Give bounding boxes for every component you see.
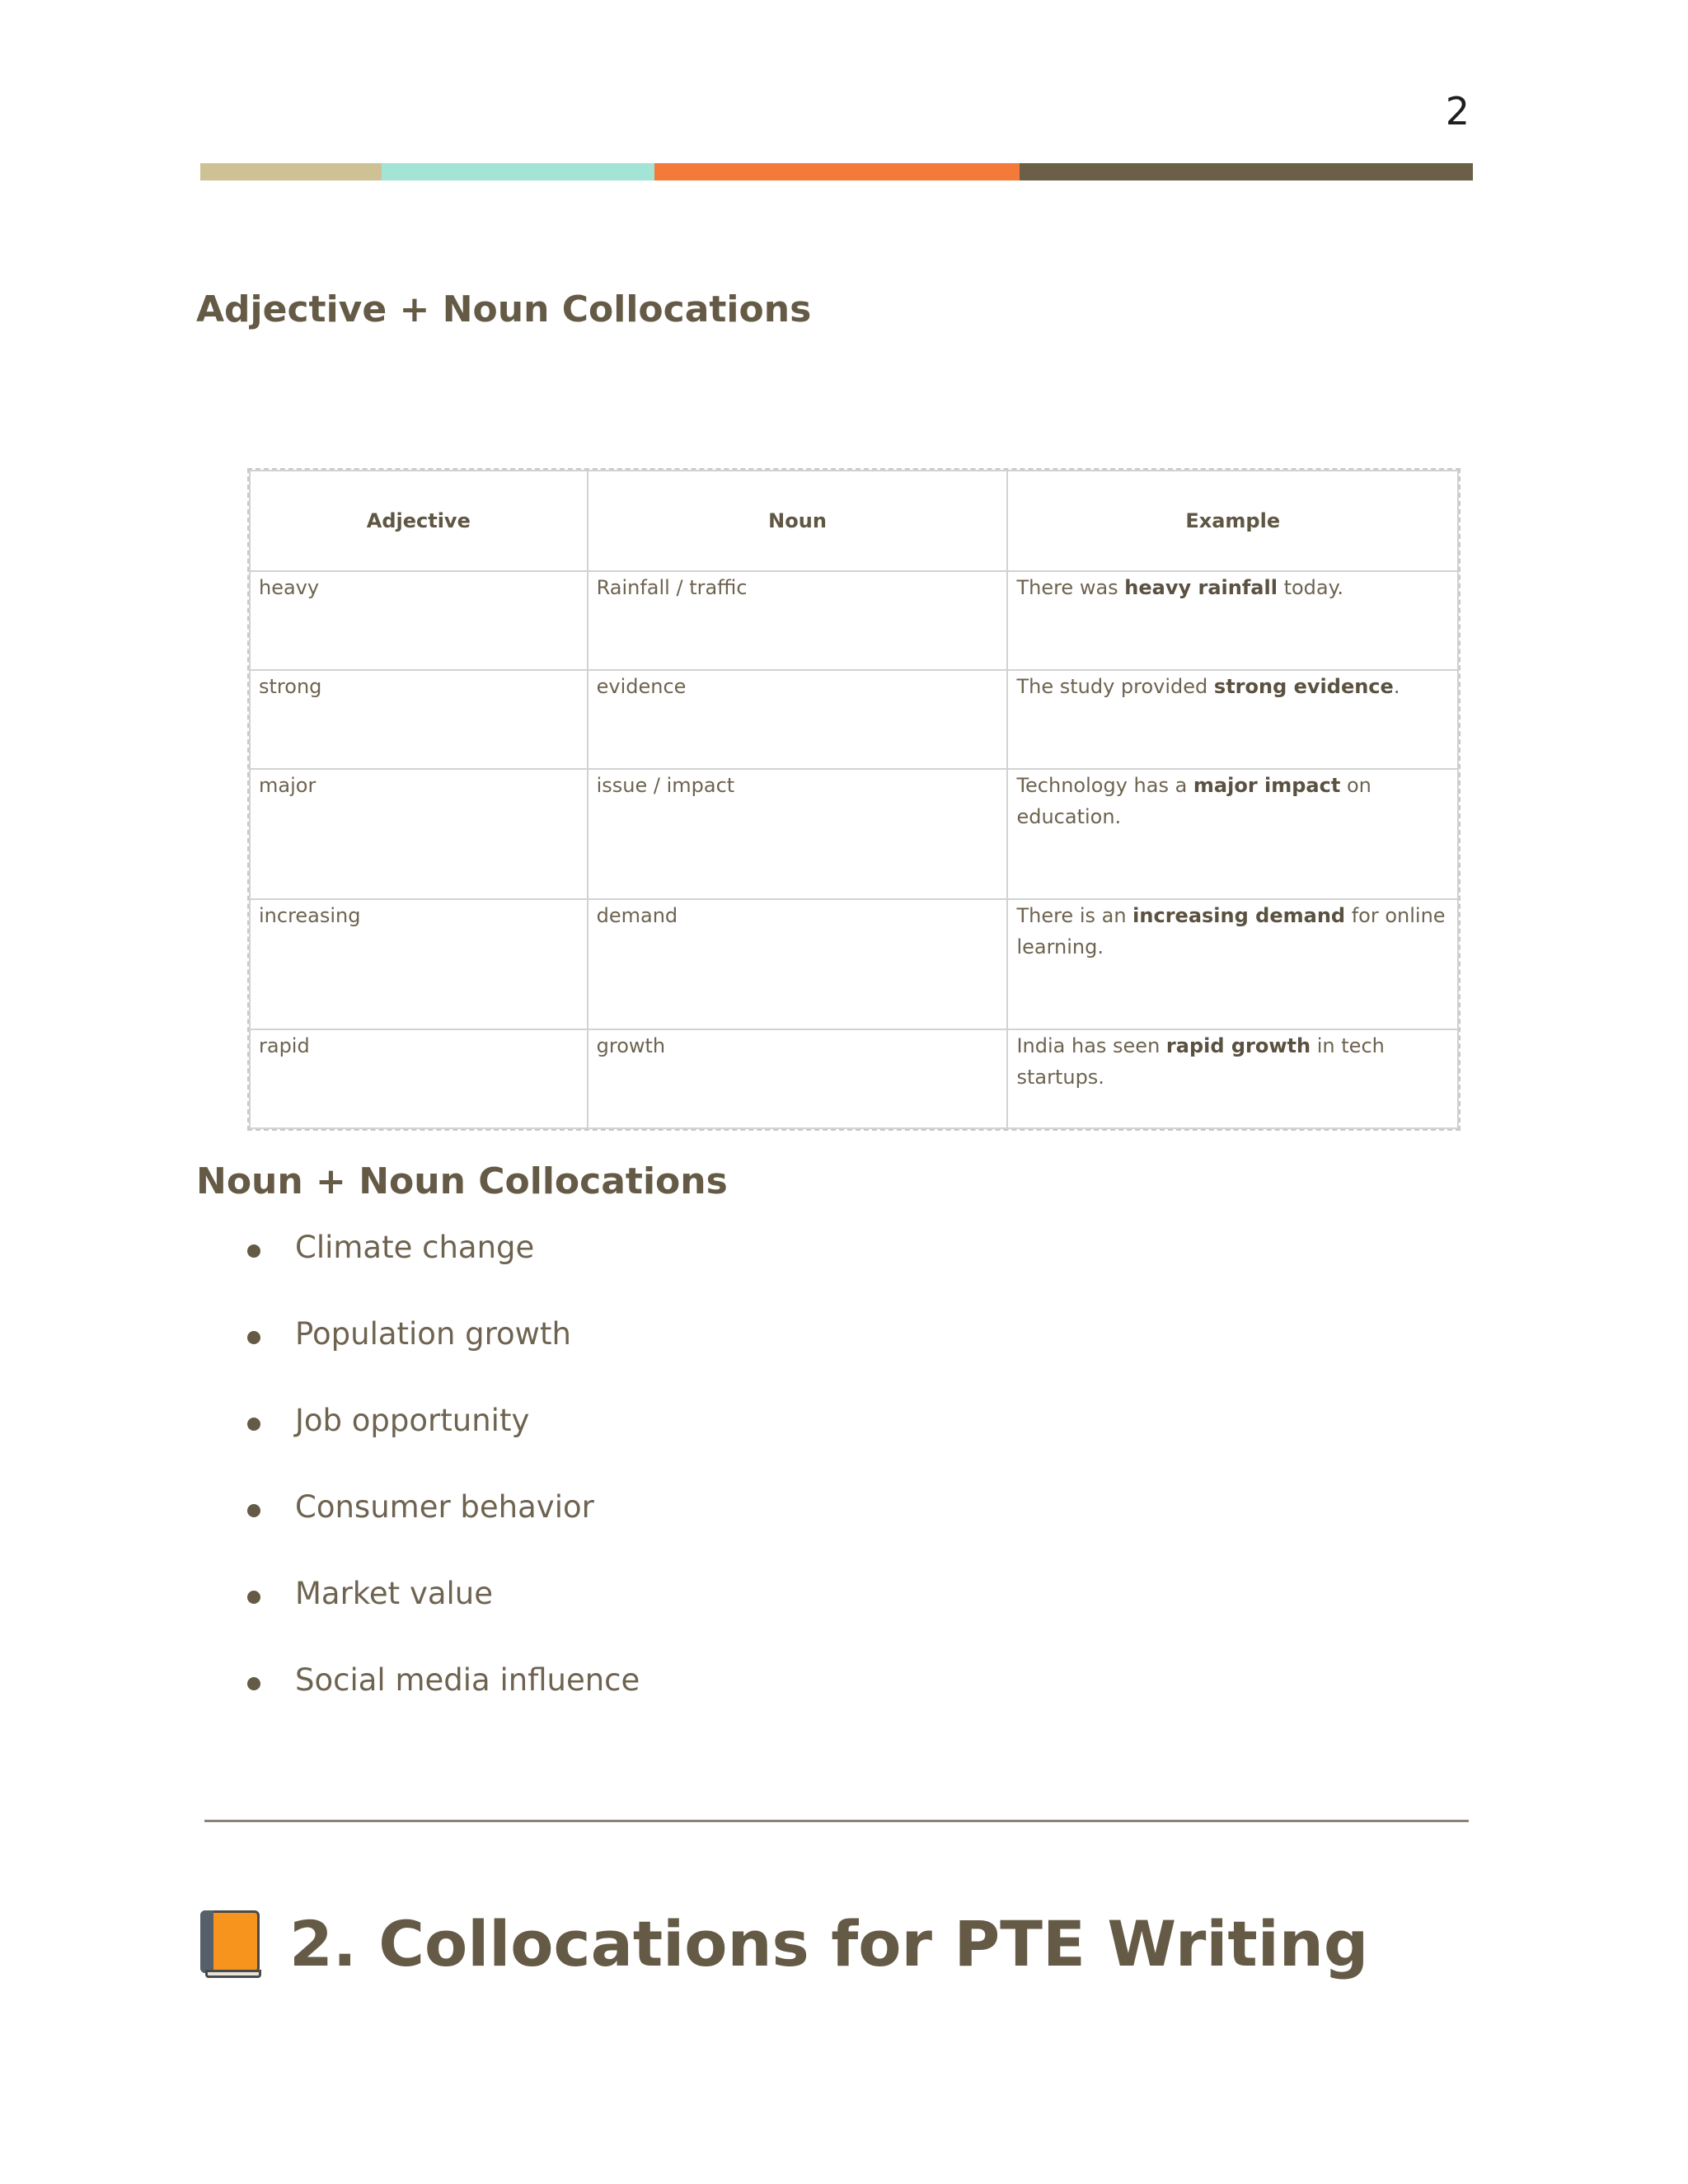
noun-cell: growth [588,1029,1008,1128]
section-title: 2. Collocations for PTE Writing [289,1907,1369,1980]
list-item-text: Market value [295,1576,494,1611]
noun-cell: issue / impact [588,769,1008,899]
list-item [239,1316,640,1405]
list-item [239,1405,640,1492]
collocation-table [249,470,1459,1129]
page-number: 2 [1445,89,1470,134]
bullet-icon [247,1418,260,1431]
color-bar-segment-orange [654,163,1020,180]
table-row [250,899,1458,1029]
noun-noun-heading: Noun + Noun Collocations [196,1160,728,1202]
noun-cell: evidence [588,670,1008,769]
bullet-icon [247,1591,260,1604]
example-text: in tech startups. [1016,1034,1385,1089]
bullet-icon [247,1244,260,1258]
header-color-bar [200,163,1473,180]
example-text: . [1393,675,1400,698]
example-text: for online learning. [1016,904,1446,958]
example-collocation: heavy rainfall [1124,576,1278,599]
orange-book-icon [200,1910,263,1978]
color-bar-segment-brown [1020,163,1473,180]
example-collocation: rapid growth [1165,1034,1311,1057]
table-header-row [250,471,1458,571]
color-bar-segment-tan [200,163,382,180]
example-text: There was [1016,576,1125,599]
example-cell [1007,769,1458,899]
example-text: There is an [1016,904,1133,927]
list-item [239,1578,640,1665]
color-bar-segment-mint [382,163,654,180]
example-text: India has seen [1016,1034,1166,1057]
example-cell [1007,899,1458,1029]
noun-noun-list [239,1232,640,1751]
list-item-text: Population growth [295,1316,571,1352]
example-collocation: strong evidence [1213,675,1394,698]
list-item-text: Consumer behavior [295,1489,594,1525]
example-text: today. [1277,576,1344,599]
example-text: The study provided [1016,675,1214,698]
list-item-text: Social media influence [295,1662,640,1698]
adjective-cell: increasing [250,899,588,1029]
list-item-text: Climate change [295,1230,535,1265]
horizontal-divider [204,1820,1469,1822]
table-row [250,769,1458,899]
bullet-icon [247,1504,260,1517]
table-row [250,571,1458,670]
adjective-cell: rapid [250,1029,588,1128]
example-text: on education. [1016,774,1372,828]
example-cell [1007,670,1458,769]
noun-cell: demand [588,899,1008,1029]
section-heading [200,1907,1369,1980]
adjective-cell: major [250,769,588,899]
table-row [250,1029,1458,1128]
example-collocation: increasing demand [1132,904,1346,927]
example-text: Technology has a [1016,774,1193,797]
list-item [239,1489,640,1578]
table-row [250,670,1458,769]
column-header-noun: Noun [588,471,1008,571]
column-header-adjective: Adjective [250,471,588,571]
bullet-icon [247,1677,260,1690]
adjective-cell: heavy [250,571,588,670]
list-item [239,1232,640,1319]
bullet-icon [247,1331,260,1344]
example-cell [1007,571,1458,670]
list-item-text: Job opportunity [295,1403,530,1438]
adjective-cell: strong [250,670,588,769]
column-header-example: Example [1007,471,1458,571]
adjective-noun-heading: Adjective + Noun Collocations [196,288,812,330]
example-cell [1007,1029,1458,1128]
noun-cell: Rainfall / traffic [588,571,1008,670]
list-item [239,1662,640,1751]
example-collocation: major impact [1193,774,1341,797]
